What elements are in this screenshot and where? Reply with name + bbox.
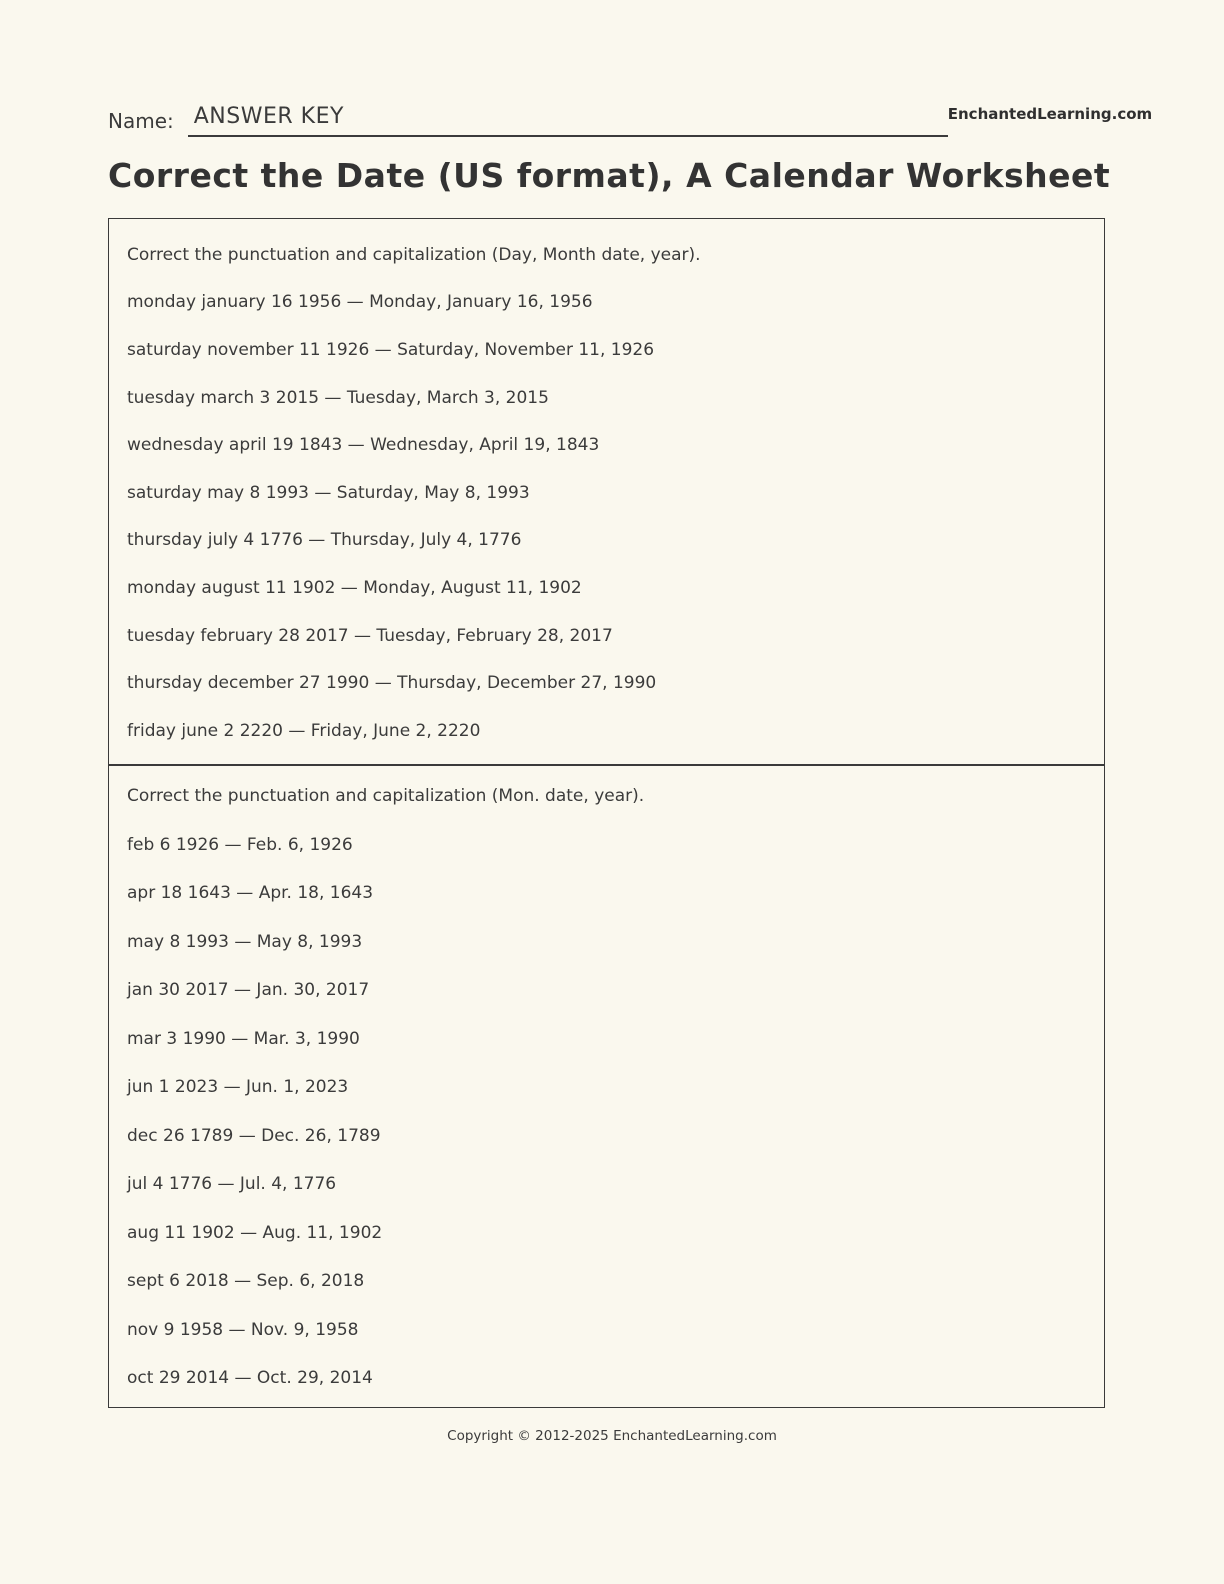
worksheet-line: aug 11 1902 — Aug. 11, 1902 bbox=[127, 1222, 383, 1243]
worksheet-line: monday january 16 1956 — Monday, January 16, 1956 bbox=[127, 292, 593, 313]
worksheet-line: saturday may 8 1993 — Saturday, May 8, 1993 bbox=[127, 482, 530, 503]
section-2-instruction: Correct the punctuation and capitalization (Mon. date, year). bbox=[127, 786, 645, 807]
section-day-month-date-year bbox=[109, 219, 1104, 766]
worksheet-line: jun 1 2023 — Jun. 1, 2023 bbox=[127, 1077, 349, 1098]
worksheet-line: mar 3 1990 — Mar. 3, 1990 bbox=[127, 1028, 360, 1049]
worksheet-line: jul 4 1776 — Jul. 4, 1776 bbox=[127, 1174, 337, 1195]
worksheet-line: apr 18 1643 — Apr. 18, 1643 bbox=[127, 883, 374, 904]
worksheet-line: tuesday march 3 2015 — Tuesday, March 3, 2015 bbox=[127, 387, 549, 408]
section-mon-date-year bbox=[109, 766, 1104, 1407]
worksheet-line: saturday november 11 1926 — Saturday, November 11, 1926 bbox=[127, 339, 655, 360]
name-label: Name: bbox=[108, 109, 174, 133]
section-1-instruction: Correct the punctuation and capitalization (Day, Month date, year). bbox=[127, 244, 701, 265]
worksheet-line: feb 6 1926 — Feb. 6, 1926 bbox=[127, 834, 353, 855]
worksheet-line: jan 30 2017 — Jan. 30, 2017 bbox=[127, 980, 370, 1001]
worksheet-line: dec 26 1789 — Dec. 26, 1789 bbox=[127, 1125, 381, 1146]
worksheet-line: may 8 1993 — May 8, 1993 bbox=[127, 931, 363, 952]
worksheet-line: thursday july 4 1776 — Thursday, July 4, 1776 bbox=[127, 530, 522, 551]
site-logo-text: EnchantedLearning.com bbox=[947, 105, 1153, 123]
worksheet-line: thursday december 27 1990 — Thursday, December 27, 1990 bbox=[127, 673, 657, 694]
header bbox=[108, 104, 1153, 137]
worksheet-line: friday june 2 2220 — Friday, June 2, 2220 bbox=[127, 720, 481, 741]
worksheet-line: wednesday april 19 1843 — Wednesday, April 19, 1843 bbox=[127, 435, 600, 456]
worksheet-line: sept 6 2018 — Sep. 6, 2018 bbox=[127, 1271, 365, 1292]
worksheet-line: oct 29 2014 — Oct. 29, 2014 bbox=[127, 1368, 373, 1389]
copyright-text: Copyright © 2012-2025 EnchantedLearning.com bbox=[447, 1428, 777, 1444]
worksheet-line: nov 9 1958 — Nov. 9, 1958 bbox=[127, 1319, 359, 1340]
page-title: Correct the Date (US format), A Calendar Worksheet bbox=[108, 156, 1111, 195]
worksheet-line: tuesday february 28 2017 — Tuesday, February 28, 2017 bbox=[127, 625, 613, 646]
worksheet-box bbox=[108, 218, 1105, 1408]
name-answer-field: ANSWER KEY bbox=[188, 104, 948, 137]
worksheet-line: monday august 11 1902 — Monday, August 11, 1902 bbox=[127, 577, 582, 598]
